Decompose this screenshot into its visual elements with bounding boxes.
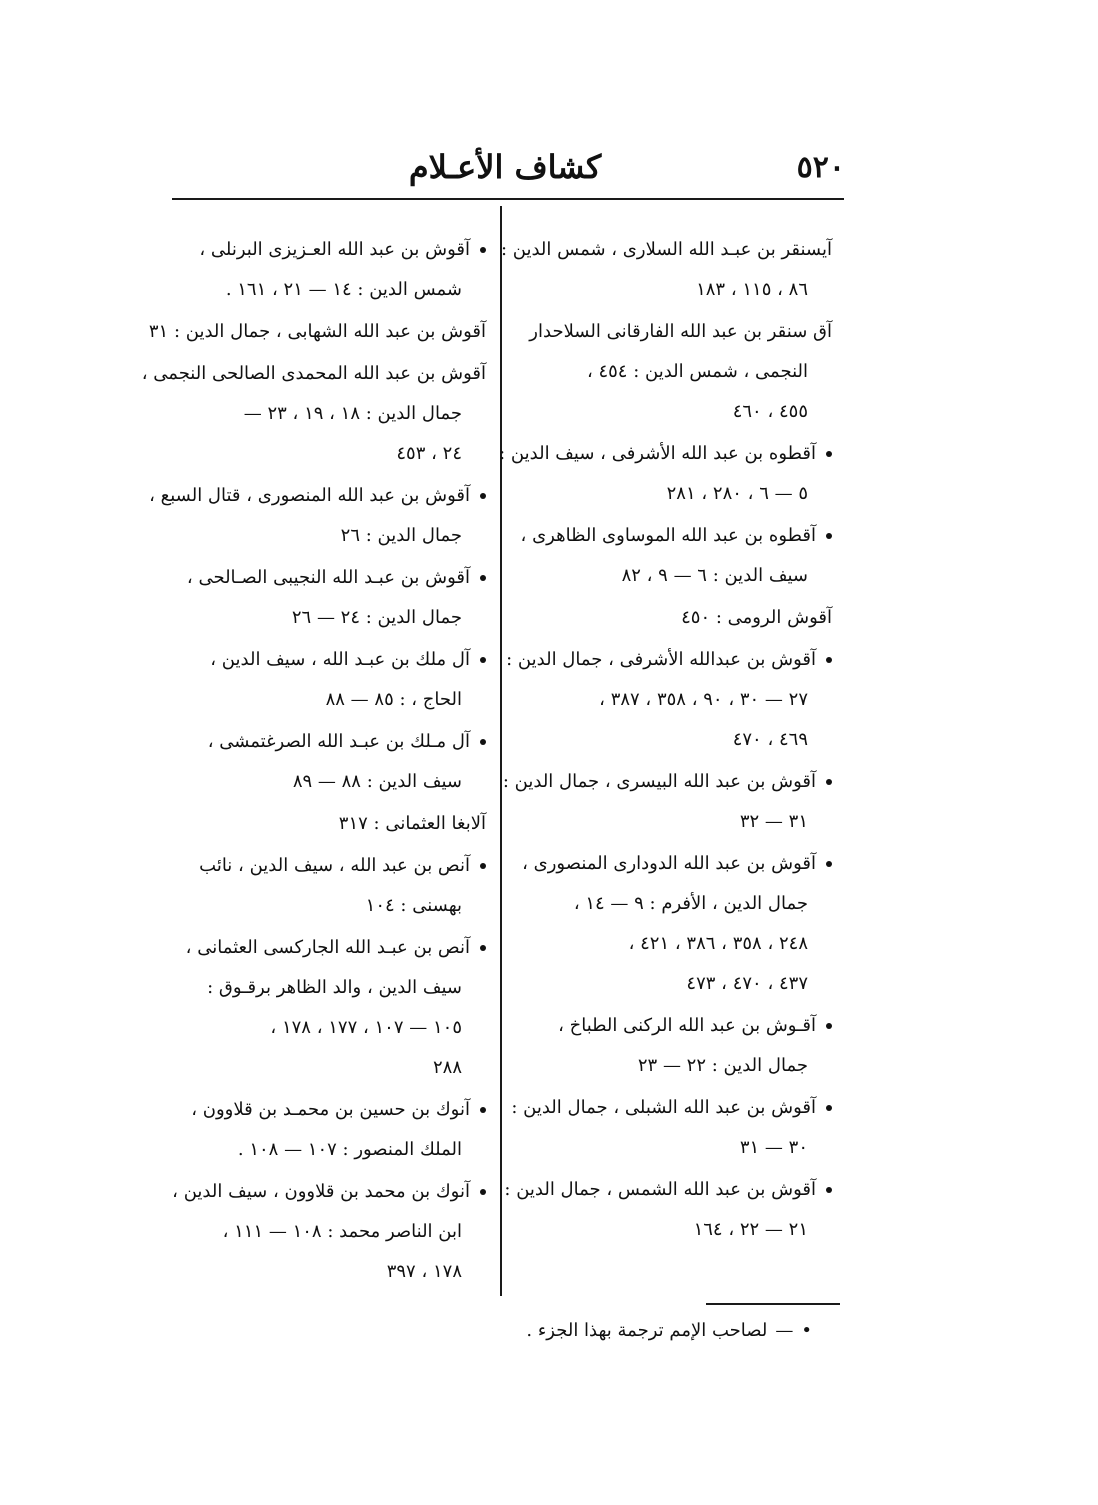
entry-continuation xyxy=(520,924,832,964)
entry-heading xyxy=(504,1170,832,1210)
entry-continuation xyxy=(182,762,486,802)
bullet-icon xyxy=(480,575,486,581)
entry-text: شمس الدين : ١٤ — ٢١ ، ١٦١ . xyxy=(225,279,462,300)
entry-text: آلابغا العثمانى : ٣١٧ xyxy=(338,813,486,834)
entry-text: آقوش بن عبد الله الدودارى المنصورى ، xyxy=(522,853,816,874)
entry-text: ٢٤ ، ٤٥٣ xyxy=(396,443,462,464)
entry-text: آقوش بن عبد الله المنصورى ، قتال السبع ، xyxy=(149,485,470,506)
column-divider xyxy=(500,206,502,1296)
index-entry xyxy=(182,928,486,1088)
bullet-icon xyxy=(480,657,486,663)
footnote-dash: — xyxy=(775,1320,794,1341)
footnote xyxy=(520,1320,812,1341)
entry-text: آقوش الرومى : ٤٥٠ xyxy=(681,607,832,628)
index-entry xyxy=(172,1172,486,1292)
entry-text: جمال الدين : ٢٦ xyxy=(340,525,462,546)
entry-heading xyxy=(520,1006,832,1046)
entry-text: جمال الدين ، الأفرم : ٩ — ١٤ ، xyxy=(573,893,808,914)
entry-text: آقـوش بن عبد الله الركنى الطباخ ، xyxy=(558,1015,816,1036)
entry-continuation xyxy=(520,1128,832,1168)
footnote-rule xyxy=(706,1303,840,1305)
entry-text: آيسنقر بن عبـد الله السلارى ، شمس الدين : xyxy=(500,239,832,260)
entry-continuation xyxy=(520,964,832,1004)
entry-continuation xyxy=(182,516,486,556)
bullet-icon xyxy=(480,1107,486,1113)
bullet-icon xyxy=(826,657,832,663)
entry-heading xyxy=(182,804,486,844)
index-entry xyxy=(520,844,832,1004)
entry-text: ٤٦٩ ، ٤٧٠ xyxy=(732,729,808,750)
bullet-icon xyxy=(826,451,832,457)
entry-text: آنوك بن محمد بن قلاوون ، سيف الدين ، xyxy=(172,1181,470,1202)
entry-continuation xyxy=(520,802,832,842)
entry-text: آل ملك بن عبـد الله ، سيف الدين ، xyxy=(210,649,470,670)
entry-text: الملك المنصور : ١٠٧ — ١٠٨ . xyxy=(237,1139,462,1160)
bullet-icon xyxy=(480,493,486,499)
entry-text: جمال الدين : ١٨ ، ١٩ ، ٢٣ — xyxy=(243,403,462,424)
entry-text: ٨٦ ، ١١٥ ، ١٨٣ xyxy=(696,279,808,300)
index-entry xyxy=(520,1006,832,1086)
entry-text: آق سنقر بن عبد الله الفارقانى السلاحدار xyxy=(529,321,832,342)
entry-heading xyxy=(520,312,832,352)
index-entry xyxy=(506,640,832,760)
entry-heading xyxy=(182,928,486,968)
index-entry xyxy=(502,762,832,842)
entry-text: آنص بن عبد الله ، سيف الدين ، نائب xyxy=(199,855,470,876)
entry-heading xyxy=(511,1088,832,1128)
entry-heading xyxy=(148,312,486,352)
index-entry xyxy=(182,230,486,310)
entry-continuation xyxy=(520,352,832,392)
index-entry xyxy=(504,1170,832,1250)
entry-continuation xyxy=(182,1008,486,1048)
entry-text: ابن الناصر محمد : ١٠٨ — ١١١ ، xyxy=(222,1221,462,1242)
index-entry xyxy=(499,434,832,514)
entry-continuation xyxy=(520,270,832,310)
entry-text: ٢٤٨ ، ٣٥٨ ، ٣٨٦ ، ٤٢١ ، xyxy=(628,933,808,954)
entry-text: آقوش بن عبدالله الأشرفى ، جمال الدين : xyxy=(506,649,816,670)
bullet-icon xyxy=(826,861,832,867)
entry-text: آقوش بن عبد الله الشمس ، جمال الدين : xyxy=(504,1179,816,1200)
footnote-text: لصاحب الإمم ترجمة بهذا الجزء . xyxy=(526,1320,768,1341)
entry-heading xyxy=(149,476,486,516)
entry-text: ٤٥٥ ، ٤٦٠ xyxy=(732,401,808,422)
entry-text: سيف الدين : ٨٨ — ٨٩ xyxy=(292,771,462,792)
entry-text: ٥ — ٦ ، ٢٨٠ ، ٢٨١ xyxy=(666,483,808,504)
index-entry xyxy=(182,846,486,926)
entry-heading xyxy=(172,1172,486,1212)
index-entry xyxy=(520,598,832,638)
entry-heading xyxy=(182,1090,486,1130)
bullet-icon xyxy=(480,863,486,869)
entry-continuation xyxy=(182,434,486,474)
bullet-icon xyxy=(826,1187,832,1193)
bullet-icon xyxy=(826,1023,832,1029)
index-entry xyxy=(500,230,832,310)
entry-text: ٢٨٨ xyxy=(432,1057,462,1078)
entry-continuation xyxy=(182,598,486,638)
entry-continuation xyxy=(182,394,486,434)
index-entry xyxy=(182,804,486,844)
entry-text: النجمى ، شمس الدين : ٤٥٤ ، xyxy=(586,361,808,382)
index-entry xyxy=(182,640,486,720)
entry-text: جمال الدين : ٢٤ — ٢٦ xyxy=(291,607,462,628)
entry-continuation xyxy=(182,1212,486,1252)
entry-heading xyxy=(182,640,486,680)
index-entry xyxy=(520,312,832,432)
entry-text: الحاج ، : ٨٥ — ٨٨ xyxy=(325,689,462,710)
index-entry xyxy=(182,1090,486,1170)
entry-text: آنص بن عبـد الله الجاركسى العثمانى ، xyxy=(185,937,470,958)
entry-text: آقطوه بن عبد الله الموساوى الظاهرى ، xyxy=(520,525,816,546)
bullet-icon xyxy=(480,247,486,253)
index-entry xyxy=(520,516,832,596)
index-entry xyxy=(182,722,486,802)
entry-heading xyxy=(502,762,832,802)
entry-text: آقوش بن عبد الله البيسرى ، جمال الدين : xyxy=(502,771,816,792)
entry-text: آقوش بن عبد الله الشبلى ، جمال الدين : xyxy=(511,1097,816,1118)
entry-heading xyxy=(499,434,832,474)
right-column xyxy=(499,230,832,1252)
entry-continuation xyxy=(182,968,486,1008)
entry-continuation xyxy=(520,556,832,596)
entry-heading xyxy=(141,354,486,394)
index-entry xyxy=(182,558,486,638)
entry-continuation xyxy=(520,884,832,924)
entry-heading xyxy=(182,722,486,762)
entry-text: ١٧٨ ، ٣٩٧ xyxy=(386,1261,462,1282)
entry-continuation xyxy=(182,680,486,720)
entry-text: آل مـلك بن عبـد الله الصرغتمشى ، xyxy=(207,731,470,752)
entry-text: آقوش بن عبـد الله النجيبى الصـالحى ، xyxy=(186,567,470,588)
index-entry xyxy=(149,476,486,556)
entry-text: سيف الدين ، والد الظاهر برقـوق : xyxy=(207,977,462,998)
entry-text: آقوش بن عبد الله المحمدى الصالحى النجمى ، xyxy=(141,363,486,384)
entry-text: جمال الدين : ٢٢ — ٢٣ xyxy=(637,1055,808,1076)
entry-continuation xyxy=(182,270,486,310)
entry-text: سيف الدين : ٦ — ٩ ، ٨٢ xyxy=(621,565,808,586)
entry-continuation xyxy=(182,1252,486,1292)
entry-continuation xyxy=(520,1046,832,1086)
entry-text: ١٠٥ — ١٠٧ ، ١٧٧ ، ١٧٨ ، xyxy=(270,1017,462,1038)
bullet-icon xyxy=(480,1189,486,1195)
entry-continuation xyxy=(182,1048,486,1088)
entry-continuation xyxy=(520,392,832,432)
entry-heading xyxy=(182,558,486,598)
entry-text: ٢١ — ٢٢ ، ١٦٤ xyxy=(693,1219,808,1240)
entry-heading xyxy=(506,640,832,680)
entry-heading xyxy=(182,230,486,270)
entry-text: آقوش بن عبد الله العـزيزى البرنلى ، xyxy=(199,239,470,260)
entry-text: آنوك بن حسين بن محمـد بن قلاوون ، xyxy=(191,1099,470,1120)
entry-continuation xyxy=(520,720,832,760)
index-entry xyxy=(148,312,486,352)
bullet-icon xyxy=(826,779,832,785)
entry-text: ٢٧ — ٣٠ ، ٩٠ ، ٣٥٨ ، ٣٨٧ ، xyxy=(599,689,808,710)
entry-continuation xyxy=(520,474,832,514)
entry-heading xyxy=(182,846,486,886)
left-column xyxy=(141,230,486,1294)
header-rule xyxy=(172,198,844,200)
entry-text: بهسنى : ١٠٤ xyxy=(365,895,462,916)
entry-heading xyxy=(500,230,832,270)
entry-continuation xyxy=(520,680,832,720)
entry-text: ٣١ — ٣٢ xyxy=(739,811,808,832)
entry-continuation xyxy=(182,1130,486,1170)
entry-heading xyxy=(520,516,832,556)
page-title: كشاف الأعـلام xyxy=(408,148,602,186)
bullet-icon xyxy=(480,739,486,745)
entry-heading xyxy=(520,844,832,884)
entry-text: ٤٣٧ ، ٤٧٠ ، ٤٧٣ xyxy=(686,973,808,994)
bullet-icon xyxy=(826,533,832,539)
index-entry xyxy=(511,1088,832,1168)
footnote-marker: • xyxy=(801,1320,812,1341)
entry-text: ٣٠ — ٣١ xyxy=(739,1137,808,1158)
entry-continuation xyxy=(520,1210,832,1250)
entry-text: آقطوه بن عبد الله الأشرفى ، سيف الدين : xyxy=(499,443,816,464)
page-number: ٥٢٠ xyxy=(796,150,845,185)
entry-text: آقوش بن عبد الله الشهابى ، جمال الدين : ٣١ xyxy=(148,321,486,342)
index-entry xyxy=(141,354,486,474)
entry-heading xyxy=(520,598,832,638)
bullet-icon xyxy=(826,1105,832,1111)
entry-continuation xyxy=(182,886,486,926)
bullet-icon xyxy=(480,945,486,951)
